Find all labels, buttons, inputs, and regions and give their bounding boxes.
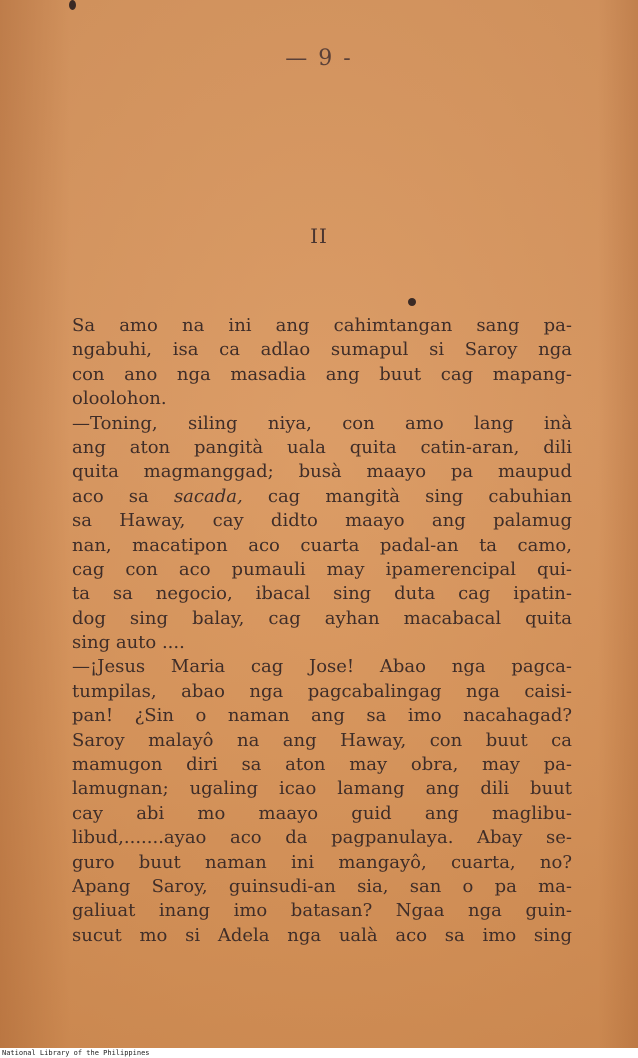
text-line: sing auto .... (72, 632, 185, 654)
text-line: Sa amo na ini ang cahimtangan sang pa- (72, 315, 572, 336)
text-line: ta sa negocio, ibacal sing duta cag ipatin- (72, 583, 572, 605)
ink-speck (408, 298, 416, 306)
text-line: ang aton pangità uala quita catin-aran, dili (72, 436, 572, 458)
chapter-heading: II (310, 224, 328, 248)
text-line: galiuat inang imo batasan? Ngaa nga guin- (72, 900, 572, 922)
text-line: —¡Jesus Maria cag Jose! Abao nga pagca- (72, 656, 572, 678)
italic-word: sacada, (173, 485, 243, 507)
body-text (72, 314, 572, 948)
text-line-with-italic (72, 485, 572, 509)
text-line: dog sing balay, cag ayhan macabacal quita (72, 607, 572, 629)
text-line: con ano nga masadia ang buut cag mapang- (72, 363, 572, 385)
text-line: —Toning, siling niya, con amo lang inà (72, 412, 572, 434)
text-line: cay abi mo maayo guid ang maglibu- (72, 802, 572, 824)
text-line: quita magmanggad; busà maayo pa maupud (72, 461, 572, 483)
text-line: oloolohon. (72, 388, 167, 410)
text-line: Apang Saroy, guinsudi-an sia, san o pa ma- (72, 875, 572, 897)
text-line: tumpilas, abao nga pagcabalingag nga caisi- (72, 680, 572, 702)
page-number: — 9 - (285, 46, 353, 71)
text-line: nan, macatipon aco cuarta padal-an ta camo, (72, 534, 572, 556)
text-line: mamugon diri sa aton may obra, may pa- (72, 754, 572, 776)
text-line: libud,.......ayao aco da pagpanulaya. Abay se- (72, 827, 572, 849)
text-fragment: cag mangità sing cabuhian (242, 485, 572, 507)
ink-speck (69, 0, 76, 10)
text-line: guro buut naman ini mangayô, cuarta, no? (72, 851, 572, 873)
text-fragment: aco sa (72, 485, 174, 507)
text-line: sa Haway, cay didto maayo ang palamug (72, 510, 572, 532)
text-line: pan! ¿Sin o naman ang sa imo nacahagad? (72, 705, 572, 727)
text-line: sucut mo si Adela nga ualà aco sa imo sing (72, 924, 572, 946)
library-credit: National Library of the Philippines (2, 1049, 150, 1057)
text-line: Saroy malayô na ang Haway, con buut ca (72, 729, 572, 751)
text-line: ngabuhi, isa ca adlao sumapul si Saroy nga (72, 339, 572, 361)
text-line: lamugnan; ugaling icao lamang ang dili buut (72, 778, 572, 800)
text-line: cag con aco pumauli may ipamerencipal qui- (72, 558, 572, 580)
